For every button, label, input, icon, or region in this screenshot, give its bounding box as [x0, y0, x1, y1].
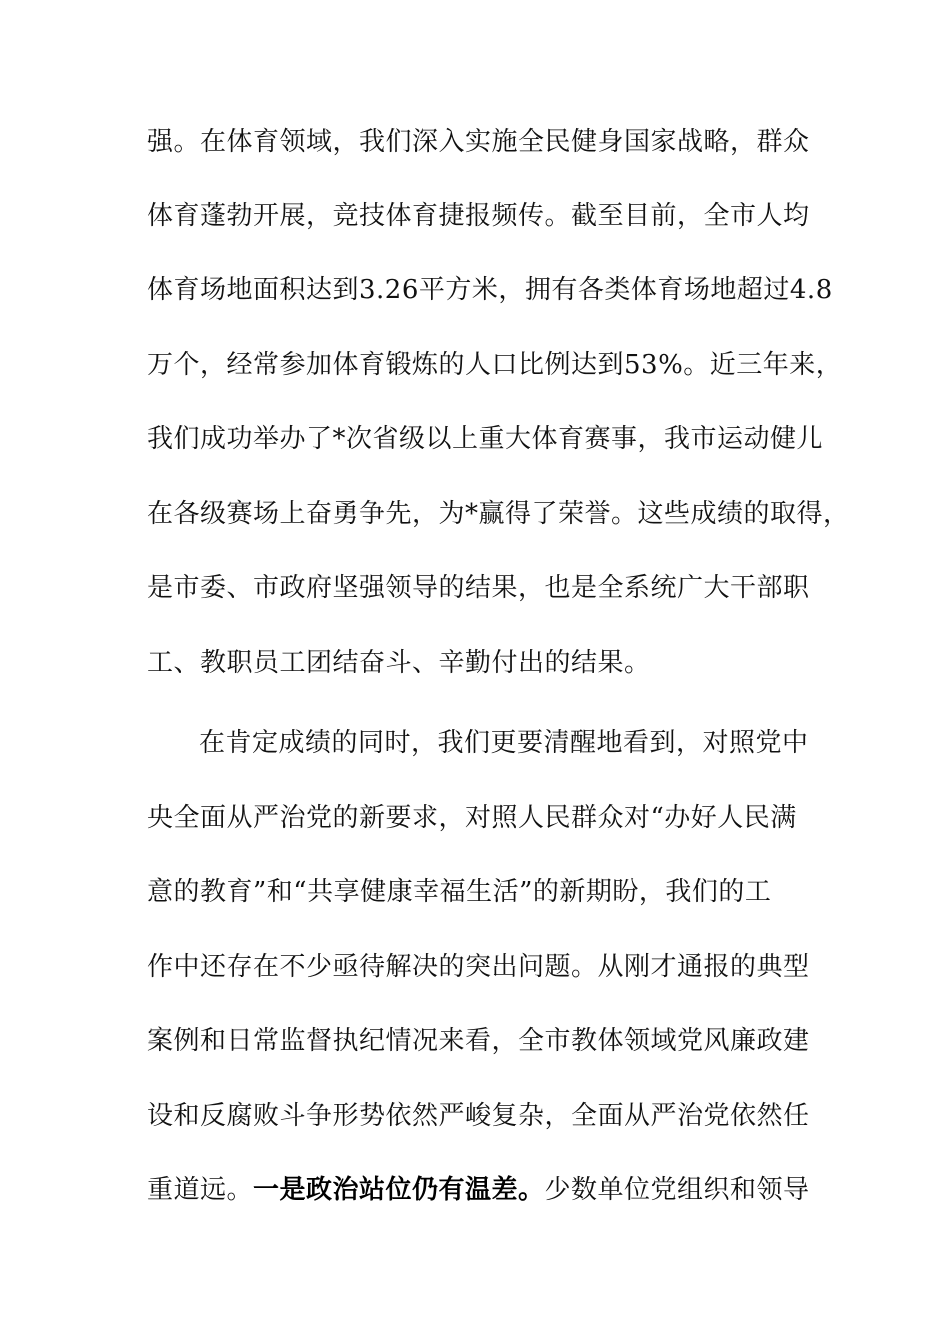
paragraph-2-line-3: 意的教育”和“共享健康幸福生活”的新期盼，我们的工	[147, 877, 772, 907]
paragraph-1-line-6: 在各级赛场上奋勇争先，为*赢得了荣誉。这些成绩的取得，	[147, 499, 850, 529]
paragraph-2-line-7	[147, 1174, 810, 1206]
paragraph-2-line-2: 央全面从严治党的新要求，对照人民群众对“办好人民满	[147, 803, 797, 833]
paragraph-1-line-4: 万个，经常参加体育锻炼的人口比例达到53%。近三年来，	[147, 350, 843, 380]
paragraph-1-line-3: 体育场地面积达到3.26平方米，拥有各类体育场地超过4.8	[147, 275, 833, 305]
paragraph-1-line-5: 我们成功举办了*次省级以上重大体育赛事，我市运动健儿	[147, 424, 824, 454]
key-point-heading: 一是政治站位仍有温差。	[253, 1175, 545, 1205]
last-line-tail: 少数单位党组织和领导	[544, 1175, 810, 1205]
paragraph-2-line-6: 设和反腐败斗争形势依然严峻复杂，全面从严治党依然任	[147, 1101, 810, 1131]
last-line-lead: 重道远。	[147, 1175, 254, 1205]
paragraph-2-line-4: 作中还存在不少亟待解决的突出问题。从刚才通报的典型	[147, 952, 810, 982]
paragraph-1-line-7: 是市委、市政府坚强领导的结果，也是全系统广大干部职	[147, 573, 810, 603]
paragraph-2-line-5: 案例和日常监督执纪情况来看，全市教体领域党风廉政建	[147, 1026, 810, 1056]
paragraph-1-line-1: 强。在体育领域，我们深入实施全民健身国家战略，群众	[147, 127, 810, 157]
paragraph-1-line-8: 工、教职员工团结奋斗、辛勤付出的结果。	[147, 648, 651, 678]
paragraph-2-line-1: 在肯定成绩的同时，我们更要清醒地看到，对照党中	[199, 728, 809, 758]
paragraph-1-line-2: 体育蓬勃开展，竞技体育捷报频传。截至目前，全市人均	[147, 201, 810, 231]
